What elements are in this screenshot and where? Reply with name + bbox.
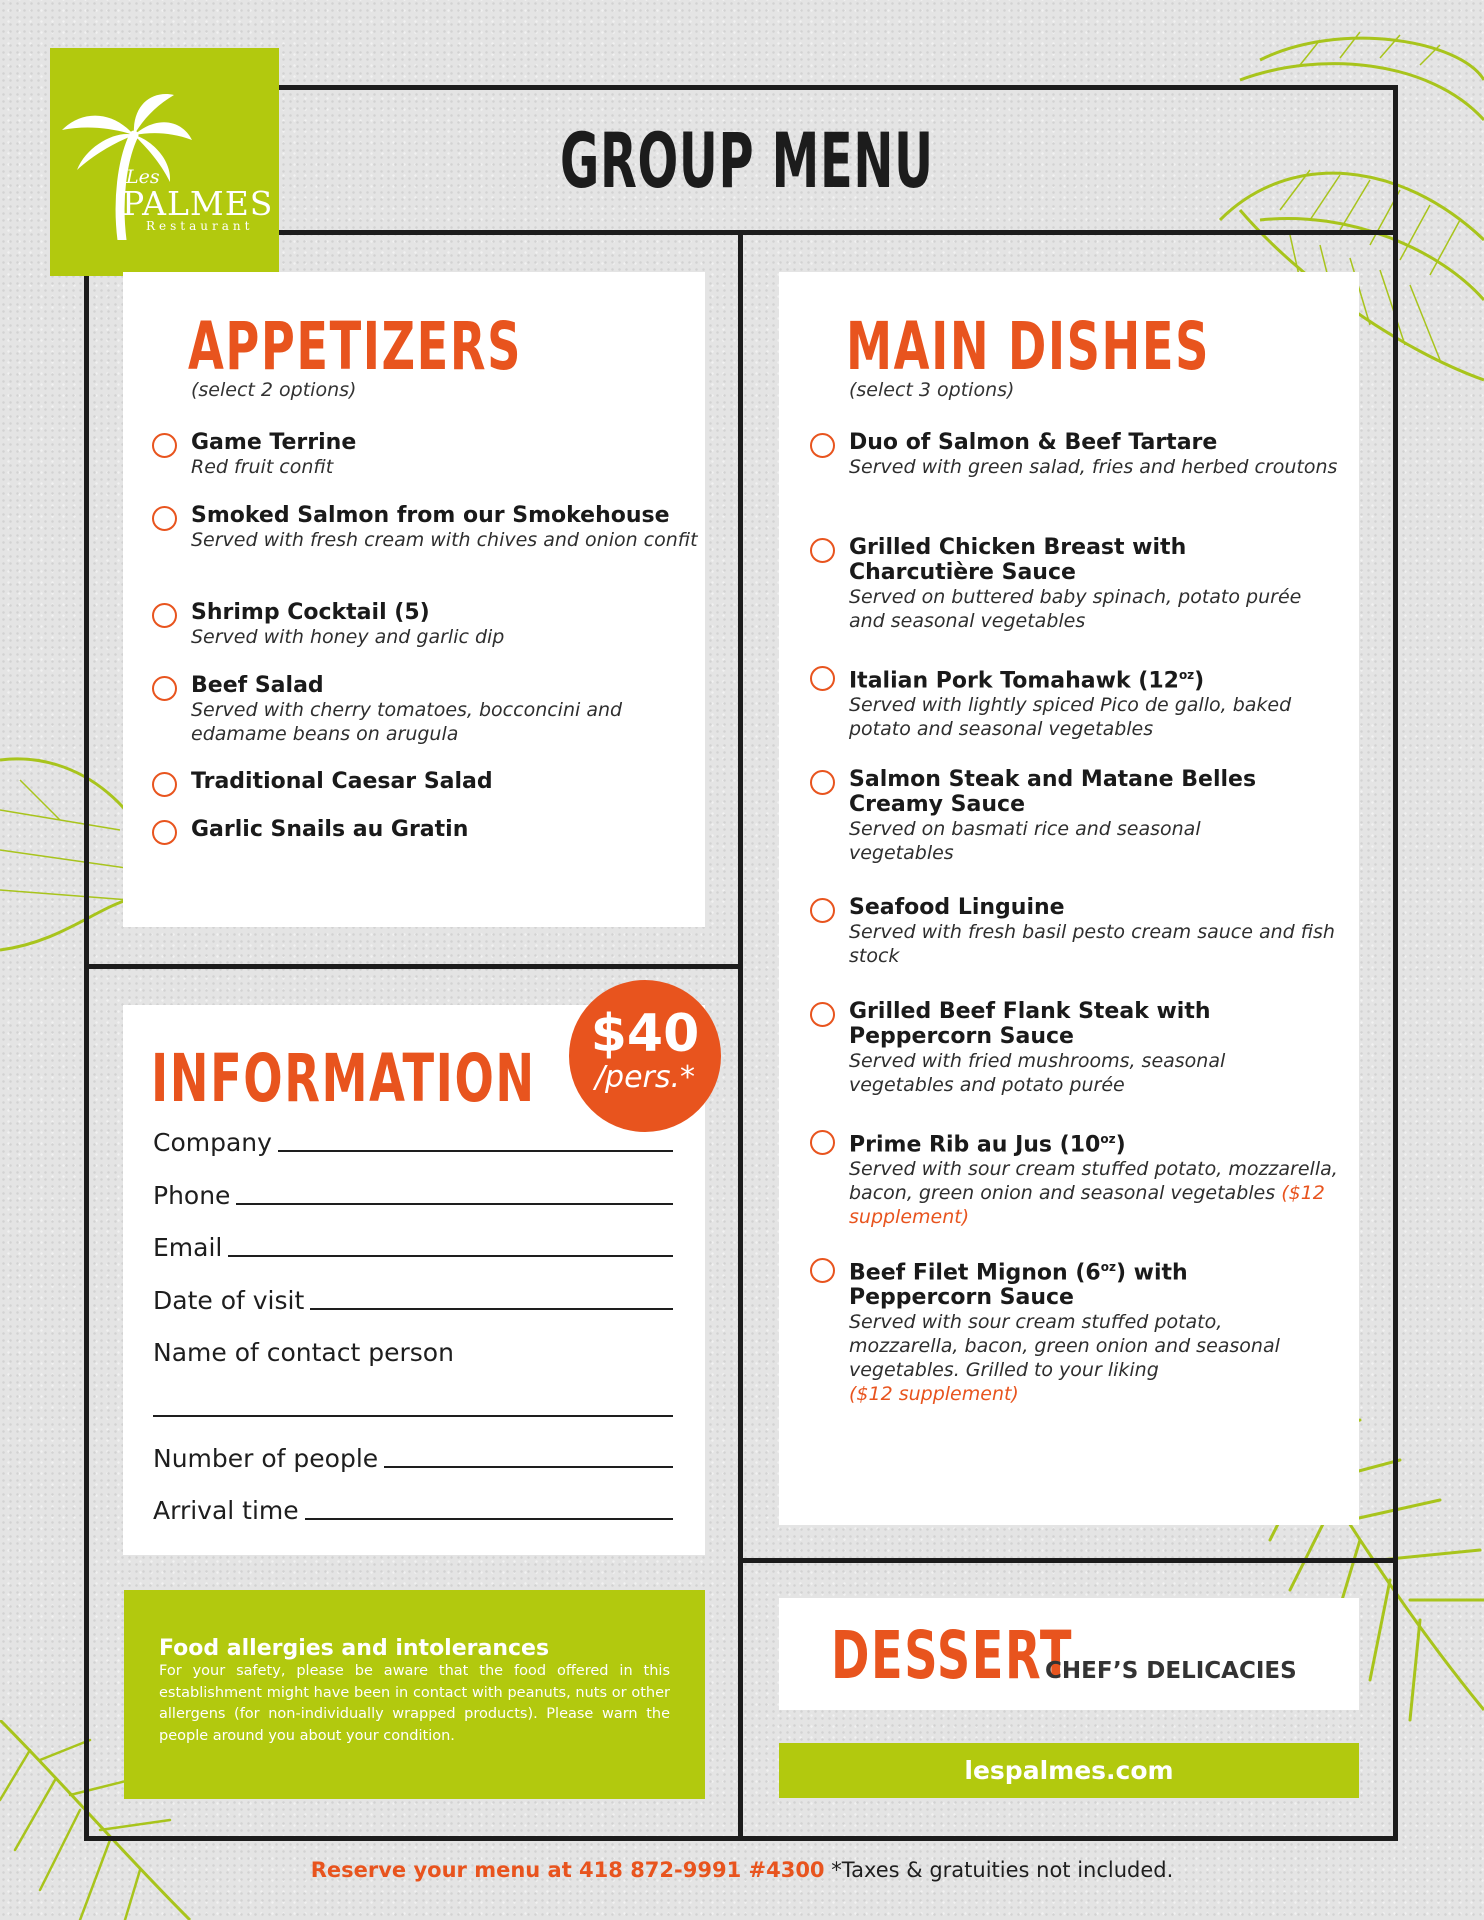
radio-circle-icon[interactable]: [810, 1002, 835, 1027]
frame-right: [1393, 85, 1398, 1841]
supplement-note: ($12 supplement): [849, 1182, 1325, 1229]
appetizer-item[interactable]: Traditional Caesar Salad: [152, 769, 721, 794]
radio-circle-icon[interactable]: [152, 772, 177, 797]
number-of-people-field[interactable]: Number of people: [153, 1444, 673, 1473]
page-title: [560, 116, 1094, 205]
radio-circle-icon[interactable]: [810, 898, 835, 923]
radio-circle-icon[interactable]: [810, 433, 835, 458]
restaurant-logo: [50, 48, 279, 276]
logo-restaurant: Restaurant: [146, 219, 254, 233]
frame-left: [84, 273, 89, 1841]
main-dish-item[interactable]: Prime Rib au Jus $(10^{oz})$ Served with sour cream stuffed potato, mozzarella, bacon, green onion and seasonal vegetables ($12 supplement): [810, 1127, 1359, 1229]
allergy-title: Food allergies and intolerances: [159, 1636, 550, 1661]
appetizer-item[interactable]: Beef Salad Served with cherry tomatoes, bocconcini and edamame beans on arugula: [152, 673, 691, 746]
footer: [0, 1858, 1484, 1882]
reserve-phone-text[interactable]: Reserve your menu at 418 872-9991 #4300: [310, 1858, 825, 1882]
radio-circle-icon[interactable]: [810, 538, 835, 563]
appetizer-item[interactable]: Game Terrine Red fruit confit: [152, 430, 721, 479]
contact-person-field[interactable]: [153, 1415, 673, 1417]
main-dish-item[interactable]: Duo of Salmon & Beef Tartare Served with green salad, fries and herbed croutons: [810, 430, 1349, 479]
main-dish-item[interactable]: Salmon Steak and Matane Belles Creamy Sauce Served on basmati rice and seasonal vegetables: [810, 767, 1289, 865]
appetizers-note: (select 2 options): [191, 379, 357, 401]
appetizer-item[interactable]: Garlic Snails au Gratin: [152, 817, 721, 842]
frame-left-divider: [84, 964, 740, 969]
page-title-text: GROUP MENU: [560, 116, 934, 205]
dessert-heading: DESSERT: [831, 1617, 1074, 1694]
supplement-note: ($12 supplement): [849, 1383, 1019, 1406]
contact-person-label: Name of contact person: [153, 1338, 454, 1367]
website-banner[interactable]: [779, 1743, 1359, 1798]
logo-palmes: PALMES: [122, 184, 274, 223]
price-badge: [569, 980, 721, 1132]
allergy-notice: [124, 1590, 705, 1799]
logo-les: Les: [126, 166, 160, 188]
main-dishes-heading: MAIN DISHES: [846, 308, 1211, 385]
appetizer-item[interactable]: Smoked Salmon from our Smokehouse Served with fresh cream with chives and onion confit: [152, 503, 701, 552]
radio-circle-icon[interactable]: [152, 820, 177, 845]
frame-top: [278, 85, 1398, 90]
frame-center-divider: [738, 233, 743, 1839]
price-amount: $40: [590, 1004, 700, 1064]
appetizers-card: [123, 272, 705, 927]
email-field[interactable]: Email: [153, 1233, 673, 1262]
dessert-card: [779, 1598, 1359, 1710]
information-heading: INFORMATION: [151, 1040, 536, 1117]
main-dish-item[interactable]: Seafood Linguine Served with fresh basil pesto cream sauce and fish stock: [810, 895, 1349, 968]
appetizer-item[interactable]: Shrimp Cocktail (5) Served with honey and garlic dip: [152, 600, 721, 649]
company-field[interactable]: Company: [153, 1128, 673, 1157]
radio-circle-icon[interactable]: [152, 433, 177, 458]
price-per-person: /pers.*: [594, 1060, 696, 1095]
radio-circle-icon[interactable]: [810, 1258, 835, 1283]
main-dishes-card: [779, 272, 1359, 1525]
arrival-time-field[interactable]: Arrival time: [153, 1496, 673, 1525]
main-dish-item[interactable]: Italian Pork Tomahawk $(12^{oz})$ Served with lightly spiced Pico de gallo, baked potato and seasonal vegetables: [810, 663, 1339, 741]
date-of-visit-field[interactable]: Date of visit: [153, 1286, 673, 1315]
radio-circle-icon[interactable]: [152, 676, 177, 701]
allergy-text: For your safety, please be aware that the food offered in this establishment might have been in contact with peanuts, nuts or other allergens (for non-individually wrapped products). Please warn the people around you about your condition.: [159, 1663, 670, 1744]
appetizers-heading: APPETIZERS: [188, 308, 523, 385]
main-dishes-note: (select 3 options): [849, 379, 1015, 401]
taxes-note: *Taxes & gratuities not included.: [831, 1858, 1174, 1882]
radio-circle-icon[interactable]: [152, 603, 177, 628]
radio-circle-icon[interactable]: [810, 770, 835, 795]
dessert-subheading: CHEF’S DELICACIES: [1045, 1658, 1297, 1684]
main-dish-item[interactable]: Grilled Beef Flank Steak with Peppercorn Sauce Served with fried mushrooms, seasonal vegetables and potato purée: [810, 999, 1309, 1097]
radio-circle-icon[interactable]: [810, 666, 835, 691]
frame-right-divider: [741, 1558, 1395, 1563]
radio-circle-icon[interactable]: [152, 506, 177, 531]
main-dish-item[interactable]: Beef Filet Mignon $(6^{oz})$ with Peppercorn Sauce Served with sour cream stuffed potato, mozzarella, bacon, green onion and seasonal vegetables. Grilled to your liking ($12 supplement): [810, 1255, 1309, 1406]
radio-circle-icon[interactable]: [810, 1130, 835, 1155]
main-dish-item[interactable]: Grilled Chicken Breast with Charcutière Sauce Served on buttered baby spinach, potato purée and seasonal vegetables: [810, 535, 1319, 633]
website-link[interactable]: lespalmes.com: [964, 1756, 1174, 1785]
phone-field[interactable]: Phone: [153, 1181, 673, 1210]
